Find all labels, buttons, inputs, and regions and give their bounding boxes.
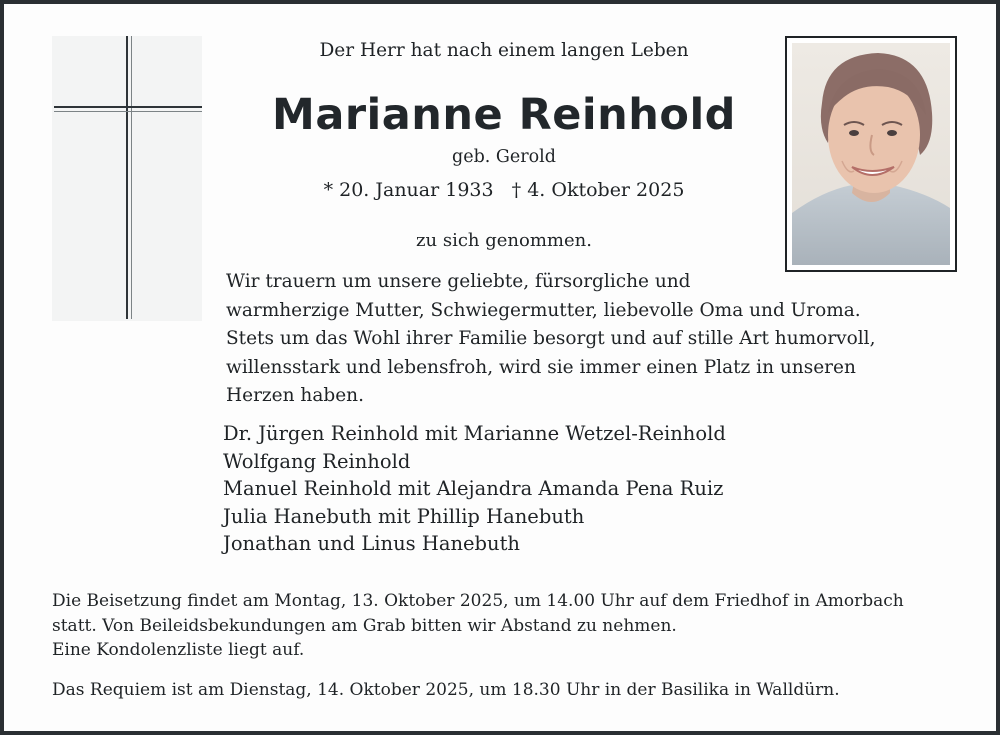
condolence-text [226, 268, 946, 411]
funeral-info [52, 589, 972, 702]
deceased-name: Marianne Reinhold [272, 90, 736, 140]
birth-date: * 20. Januar 1933 [323, 179, 494, 201]
requiem-line: Das Requiem ist am Dienstag, 14. Oktober 2025, um 18.30 Uhr in der Basilika in Walldürn. [52, 679, 840, 700]
portrait-photo [785, 36, 957, 272]
condolence-line: willensstark und lebensfroh, wird sie immer einen Platz in unseren [226, 356, 856, 378]
funeral-line: Die Beisetzung findet am Montag, 13. Oktober 2025, um 14.00 Uhr auf dem Friedhof in Amorbach [52, 591, 904, 611]
birth-name: geb. Gerold [452, 147, 556, 167]
portrait-image [792, 43, 950, 265]
family-member: Wolfgang Reinhold [223, 449, 411, 473]
condolence-line: Wir trauern um unsere geliebte, fürsorgliche und [226, 271, 691, 292]
family-member: Jonathan und Linus Hanebuth [223, 532, 520, 555]
family-list [223, 420, 726, 558]
funeral-line: Eine Kondolenzliste liegt auf. [52, 640, 305, 660]
family-member: Dr. Jürgen Reinhold mit Marianne Wetzel-Reinhold [223, 422, 726, 445]
family-member: Julia Hanebuth mit Phillip Hanebuth [223, 504, 585, 528]
condolence-line: Herzen haben. [226, 385, 364, 406]
life-dates [204, 179, 804, 201]
taken-line: zu sich genommen. [416, 230, 592, 251]
funeral-line: statt. Von Beileidsbekundungen am Grab bitten wir Abstand zu nehmen. [52, 615, 677, 636]
condolence-line: warmherzige Mutter, Schwiegermutter, liebevolle Oma und Uroma. [226, 299, 861, 321]
family-member: Manuel Reinhold mit Alejandra Amanda Pena Ruiz [223, 477, 724, 500]
cross-icon [52, 36, 202, 321]
intro-line: Der Herr hat nach einem langen Leben [319, 40, 689, 61]
condolence-line: Stets um das Wohl ihrer Familie besorgt und auf stille Art humorvoll, [226, 328, 876, 349]
death-date: † 4. Oktober 2025 [511, 179, 685, 201]
